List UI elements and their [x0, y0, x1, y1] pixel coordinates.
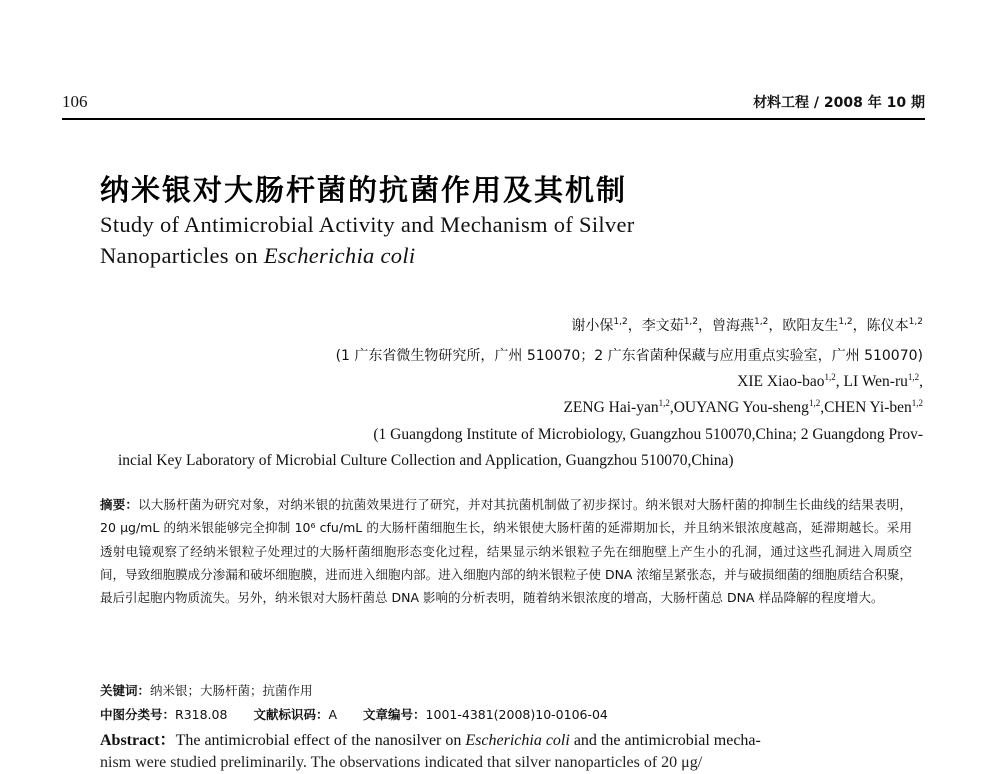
clc-label: 中图分类号：	[100, 707, 176, 722]
journal-name: 材料工程 / 2008 年 10 期	[753, 95, 925, 111]
author-name: CHEN Yi-ben	[824, 399, 912, 416]
keywords	[100, 681, 313, 699]
abstract-english	[100, 730, 912, 752]
affiliation-english-line1: (1 Guangdong Institute of Microbiology, Guangzhou 510070,China; 2 Guangdong Prov-	[373, 426, 923, 443]
author-affiliation-mark: 1,2	[838, 317, 853, 327]
abstract-chinese-text: 以大肠杆菌为研究对象，对纳米银的抗菌效果进行了研究，并对其抗菌机制做了初步探讨。纳米银对大肠杆菌的抑制生长曲线的结果表明，20 μg/mL 的纳米银能够完全抑制 10⁶ cfu/mL 的大肠杆菌细胞生长，纳米银使大肠杆菌的延滞期加长，并且纳米银浓度越高，延滞期越长。采用透射电镜观察了经纳米银粒子处理过的大肠杆菌细胞形态变化过程，结果显示纳米银粒子先在细胞壁上产生小的孔洞，通过这些孔洞进入周质空间，导致细胞膜成分渗漏和破坏细胞膜，进而进入细胞内部。进入细胞内部的纳米银粒子使 DNA 浓缩呈紧张态，并与破损细菌的细胞质结合积聚，最后引起胞内物质流失。另外，纳米银对大肠杆菌总 DNA 影响的分析表明，随着纳米银浓度的增高，大肠杆菌总 DNA 样品降解的程度增大。	[100, 497, 912, 606]
author-name: 李文茹	[641, 318, 684, 334]
author-separator: ，	[852, 318, 867, 334]
title-english-line2-text: Nanoparticles on	[100, 243, 264, 268]
author-affiliation-mark: 1,2	[911, 398, 923, 408]
affiliation-chinese: (1 广东省微生物研究所，广州 510070；2 广东省菌种保藏与应用重点实验室，广州 510070)	[335, 348, 923, 364]
title-chinese: 纳米银对大肠杆菌的抗菌作用及其机制	[100, 173, 628, 207]
author-affiliation-mark: 1,2	[754, 317, 769, 327]
authors-english-line1	[737, 372, 923, 391]
author-name: 陈仪本	[866, 318, 909, 334]
document-code-value: A	[328, 707, 338, 722]
abstract-chinese-label: 摘要：	[100, 497, 139, 512]
title-english-species: Escherichia coli	[263, 243, 416, 268]
author-separator: ,	[919, 373, 923, 390]
author-affiliation-mark: 1,2	[683, 317, 699, 327]
clc-value: R318.08	[175, 707, 228, 722]
abstract-english-text: The antimicrobial effect of the nanosilver on	[175, 732, 466, 749]
abstract-english-species: Escherichia coli	[465, 732, 570, 749]
abstract-english-text-cont: and the antimicrobial mecha-	[569, 732, 761, 749]
author-name: 欧阳友生	[782, 318, 839, 334]
author-affiliation-mark: 1,2	[824, 372, 836, 382]
author-name: 曾海燕	[712, 318, 755, 334]
author-name: LI Wen-ru	[843, 373, 908, 390]
abstract-english-colon: ：	[159, 732, 176, 749]
authors-chinese	[571, 315, 923, 335]
title-english-line2	[100, 243, 415, 269]
author-separator: ，	[627, 318, 642, 334]
author-name: ZENG Hai-yan	[563, 399, 659, 416]
author-name: 谢小保	[571, 318, 614, 334]
author-affiliation-mark: 1,2	[613, 317, 628, 327]
author-affiliation-mark: 1,2	[907, 372, 920, 382]
author-affiliation-mark: 1,2	[658, 398, 670, 408]
author-affiliation-mark: 1,2	[808, 398, 821, 408]
author-name: OUYANG You-sheng	[673, 399, 809, 416]
author-separator: ，	[768, 318, 783, 334]
keywords-text: 纳米银；大肠杆菌；抗菌作用	[150, 683, 313, 698]
abstract-english-cutoff-line: nism were studied preliminarily. The observations indicated that silver nanoparticles of 20 μg/	[100, 754, 703, 771]
author-separator: ,	[820, 399, 825, 416]
running-header	[62, 92, 925, 120]
keywords-label: 关键词：	[100, 683, 151, 698]
author-name: XIE Xiao-bao	[737, 373, 825, 390]
abstract-english-label: Abstract	[100, 732, 160, 749]
title-english-line1: Study of Antimicrobial Activity and Mechanism of Silver	[100, 212, 635, 237]
article-number-value: 1001-4381(2008)10-0106-04	[425, 707, 608, 722]
author-affiliation-mark: 1,2	[908, 317, 923, 327]
author-separator: ,	[835, 373, 844, 390]
affiliation-english-line2: incial Key Laboratory of Microbial Culture Collection and Application, Guangzhou 510070,China)	[118, 452, 734, 469]
article-number-label: 文章编号：	[363, 707, 426, 722]
page-number: 106	[62, 92, 88, 111]
author-separator: ,	[669, 399, 674, 416]
document-code-label: 文献标识码：	[253, 707, 329, 722]
abstract-chinese	[100, 493, 912, 609]
author-separator: ，	[698, 318, 713, 334]
authors-english-line2	[563, 398, 923, 417]
classification-line	[100, 705, 608, 723]
